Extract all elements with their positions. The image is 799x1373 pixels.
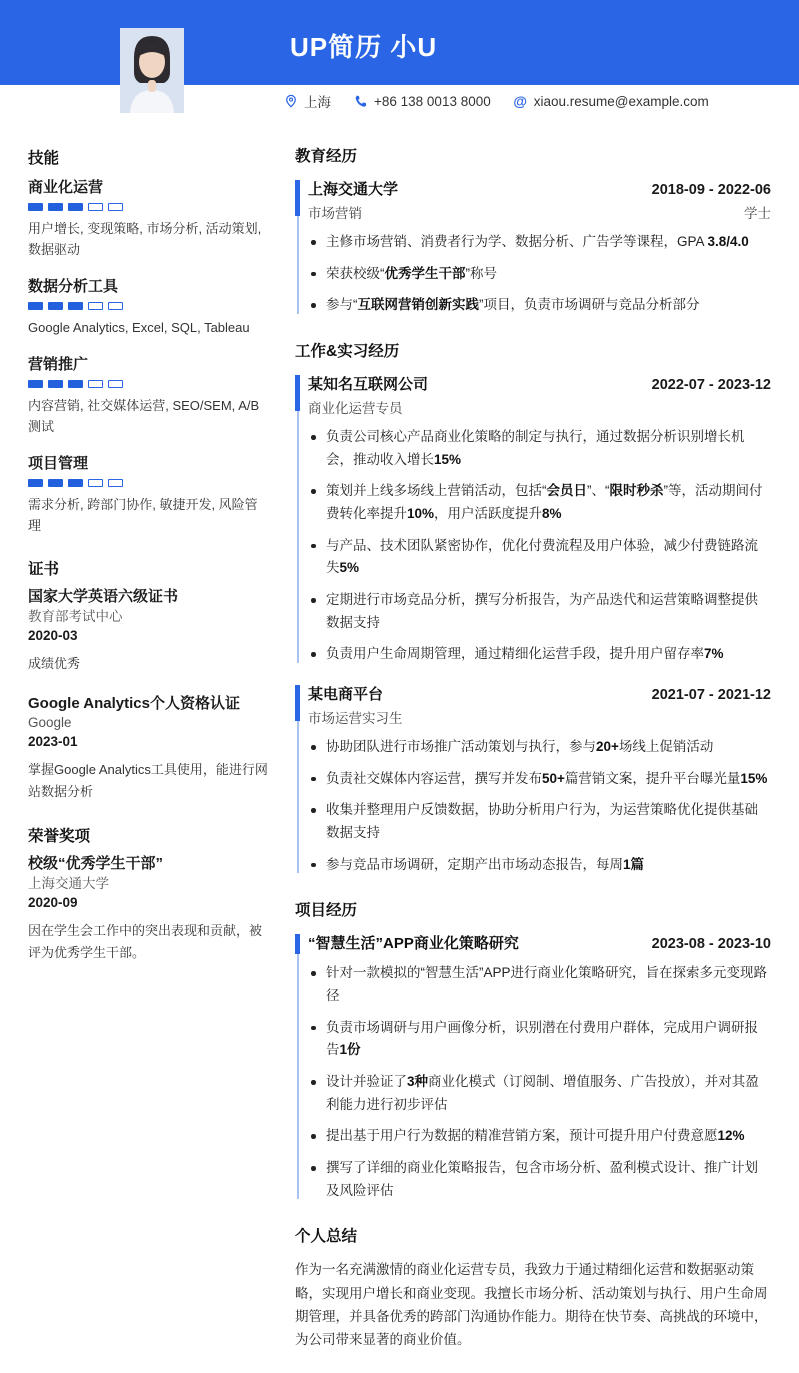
section-certificates <box>28 557 268 803</box>
education-entry <box>295 178 771 317</box>
bullet-item: 定期进行市场竞品分析，撰写分析报告，为产品迭代和运营策略调整提供数据支持 <box>308 589 771 634</box>
skill-level-bars <box>28 380 268 388</box>
skill-bar-empty <box>108 479 123 487</box>
work-entry <box>295 373 771 666</box>
skill-bar-filled <box>48 302 63 310</box>
phone-icon <box>353 94 368 109</box>
honor-desc: 因在学生会工作中的突出表现和贡献，被评为优秀学生干部。 <box>28 922 263 960</box>
project-entry <box>295 932 771 1202</box>
work-role: 商业化运营专员 <box>308 401 403 417</box>
entry-accent-line <box>297 935 299 1199</box>
right-column <box>295 144 771 1373</box>
work-heading: 工作&实习经历 <box>295 343 400 361</box>
work-date: 2022-07 - 2023-12 <box>651 377 771 394</box>
left-column <box>28 146 268 983</box>
skill-item <box>28 452 268 536</box>
skill-name: 营销推广 <box>28 356 89 374</box>
skill-bar-filled <box>48 203 63 211</box>
entry-accent-bar <box>295 934 300 954</box>
contact-phone <box>353 94 491 109</box>
skill-keywords: 需求分析, 跨部门协作, 敏捷开发, 风险管理 <box>28 497 258 534</box>
certificate-date: 2020-03 <box>28 627 78 643</box>
skill-name: 数据分析工具 <box>28 278 119 296</box>
skill-item <box>28 176 268 260</box>
bullet-item: 收集并整理用户反馈数据，协助分析用户行为，为运营策略优化提供基础数据支持 <box>308 799 771 844</box>
skill-bar-filled <box>28 203 43 211</box>
skill-keywords: 内容营销, 社交媒体运营, SEO/SEM, A/B测试 <box>28 398 260 435</box>
summary-text: 作为一名充满激情的商业化运营专员，我致力于通过精细化运营和数据驱动策略，实现用户增长和商业变现。我擅长市场分析、活动策划与执行、用户生命周期管理，并具备优秀的跨部门沟通协作能力。期待在快节奏、高挑战的环境中，为公司带来显著的商业价值。 <box>295 1262 768 1348</box>
bullet-item: 荣获校级“优秀学生干部”称号 <box>308 263 771 286</box>
certificate-date: 2023-01 <box>28 734 78 750</box>
bullet-item: 提出基于用户行为数据的精准营销方案，预计可提升用户付费意愿12% <box>308 1125 771 1148</box>
honor-date: 2020-09 <box>28 894 78 910</box>
bullet-item: 参与“互联网营销创新实践”项目，负责市场调研与竞品分析部分 <box>308 294 771 317</box>
skill-name: 项目管理 <box>28 455 89 473</box>
bullet-item: 主修市场营销、消费者行为学、数据分析、广告学等课程，GPA 3.8/4.0 <box>308 231 771 254</box>
skill-bar-filled <box>68 203 83 211</box>
certificate-desc: 成绩优秀 <box>28 655 81 671</box>
at-icon: @ <box>513 93 528 109</box>
skill-bar-filled <box>48 380 63 388</box>
entry-accent-bar <box>295 375 300 411</box>
project-bullets <box>308 962 771 1202</box>
section-work <box>295 339 771 876</box>
section-honors <box>28 824 268 964</box>
skill-item <box>28 275 268 338</box>
work-company: 某电商平台 <box>308 686 384 704</box>
certificate-issuer: Google <box>28 715 72 731</box>
summary-heading: 个人总结 <box>295 1228 358 1246</box>
entry-accent-line <box>297 376 299 663</box>
skill-bar-empty <box>108 380 123 388</box>
location-icon <box>283 94 298 109</box>
certificate-name: 国家大学英语六级证书 <box>28 588 179 606</box>
skill-bar-filled <box>28 479 43 487</box>
entry-accent-bar <box>295 180 300 216</box>
skill-bar-filled <box>68 380 83 388</box>
contact-email <box>513 94 709 109</box>
skill-bar-empty <box>108 203 123 211</box>
skill-bar-empty <box>88 203 103 211</box>
section-projects <box>295 898 771 1202</box>
bullet-item: 负责社交媒体内容运营，撰写并发布50+篇营销文案，提升平台曝光量15% <box>308 768 771 791</box>
certificate-issuer: 教育部考试中心 <box>28 608 123 624</box>
work-entry <box>295 683 771 876</box>
section-skills <box>28 146 268 536</box>
skill-bar-filled <box>68 302 83 310</box>
skill-keywords: Google Analytics, Excel, SQL, Tableau <box>28 320 250 336</box>
bullet-item: 撰写了详细的商业化策略报告，包含市场分析、盈利模式设计、推广计划及风险评估 <box>308 1157 771 1202</box>
bullet-item: 策划并上线多场线上营销活动，包括“会员日”、“限时秒杀”等，活动期间付费转化率提升10%，用户活跃度提升8% <box>308 480 771 525</box>
resume-title: UP简历 小U <box>290 32 438 62</box>
bullet-item: 针对一款模拟的“智慧生活”APP进行商业化策略研究，旨在探索多元变现路径 <box>308 962 771 1007</box>
skill-bar-empty <box>108 302 123 310</box>
contact-location-text: 上海 <box>304 95 331 110</box>
skill-keywords: 用户增长, 变现策略, 市场分析, 活动策划, 数据驱动 <box>28 221 262 258</box>
contact-phone-text: +86 138 0013 8000 <box>374 93 491 109</box>
bullet-item: 与产品、技术团队紧密协作，优化付费流程及用户体验，减少付费链路流失5% <box>308 535 771 580</box>
work-company: 某知名互联网公司 <box>308 376 429 394</box>
skill-bar-empty <box>88 302 103 310</box>
certificate-item <box>28 694 268 804</box>
project-title: “智慧生活”APP商业化策略研究 <box>308 935 519 953</box>
work-role: 市场运营实习生 <box>308 711 403 727</box>
honor-item <box>28 854 268 964</box>
education-major: 市场营销 <box>308 206 362 221</box>
skills-heading: 技能 <box>28 150 60 167</box>
education-date: 2018-09 - 2022-06 <box>651 182 771 198</box>
skill-bar-filled <box>28 380 43 388</box>
certificate-name: Google Analytics个人资格认证 <box>28 694 240 712</box>
contact-email-text: xiaou.resume@example.com <box>533 93 709 109</box>
skill-bar-empty <box>88 380 103 388</box>
projects-heading: 项目经历 <box>295 902 358 920</box>
education-bullets <box>308 231 771 317</box>
skill-level-bars <box>28 302 268 310</box>
bullet-item: 协助团队进行市场推广活动策划与执行，参与20+场线上促销活动 <box>308 736 771 759</box>
skill-bar-filled <box>28 302 43 310</box>
entry-accent-bar <box>295 685 300 721</box>
skill-bar-filled <box>48 479 63 487</box>
bullet-item: 设计并验证了3种商业化模式（订阅制、增值服务、广告投放），并对其盈利能力进行初步评估 <box>308 1071 771 1116</box>
certificates-heading: 证书 <box>28 561 60 579</box>
skill-level-bars <box>28 479 268 487</box>
honors-heading: 荣誉奖项 <box>28 828 91 846</box>
bullet-item: 参与竞品市场调研，定期产出市场动态报告，每周1篇 <box>308 854 771 877</box>
education-heading: 教育经历 <box>295 148 358 165</box>
skill-item <box>28 353 268 437</box>
certificate-item <box>28 587 268 674</box>
skill-name: 商业化运营 <box>28 179 104 196</box>
section-education <box>295 144 771 317</box>
portrait-illustration <box>120 28 184 113</box>
work-date: 2021-07 - 2021-12 <box>651 687 771 704</box>
work-bullets <box>308 736 771 876</box>
profile-photo <box>120 28 184 113</box>
project-date: 2023-08 - 2023-10 <box>651 936 771 953</box>
education-school: 上海交通大学 <box>308 181 399 198</box>
bullet-item: 负责公司核心产品商业化策略的制定与执行，通过数据分析识别增长机会，推动收入增长15% <box>308 426 771 471</box>
certificate-desc: 掌握Google Analytics工具使用，能进行网站数据分析 <box>28 762 268 800</box>
bullet-item: 负责用户生命周期管理，通过精细化运营手段，提升用户留存率7% <box>308 643 771 666</box>
education-degree: 学士 <box>744 206 771 221</box>
work-bullets <box>308 426 771 666</box>
honor-issuer: 上海交通大学 <box>28 875 109 891</box>
contact-location <box>283 91 331 111</box>
skill-level-bars <box>28 203 268 211</box>
skill-bar-empty <box>88 479 103 487</box>
bullet-item: 负责市场调研与用户画像分析，识别潜在付费用户群体，完成用户调研报告1份 <box>308 1017 771 1062</box>
honor-name: 校级“优秀学生干部” <box>28 855 164 873</box>
skill-bar-filled <box>68 479 83 487</box>
section-summary <box>295 1224 771 1351</box>
contact-row <box>283 91 709 111</box>
